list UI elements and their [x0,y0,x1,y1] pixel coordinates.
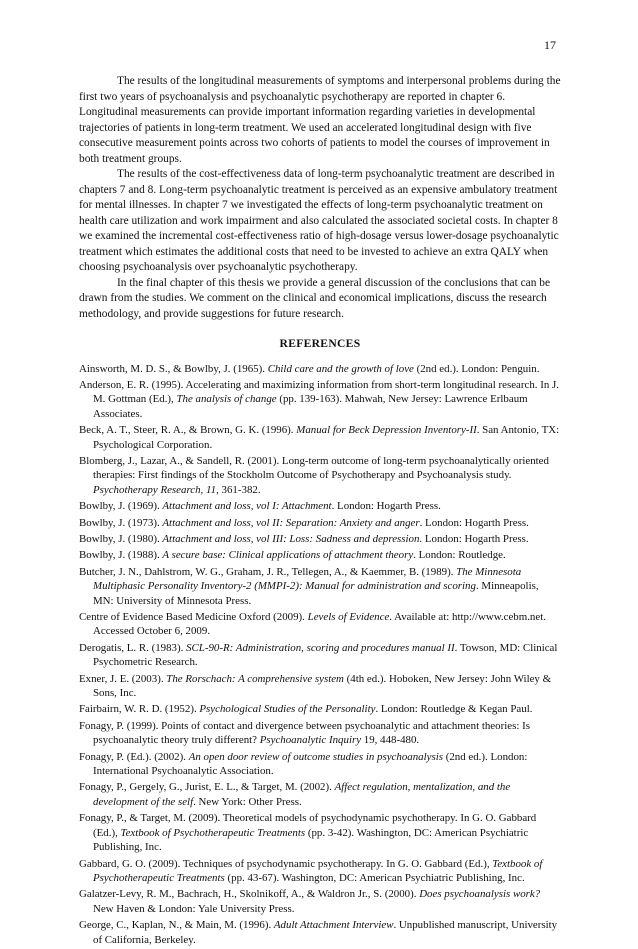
reference-entry: Galatzer-Levy, R. M., Bachrach, H., Skolnikoff, A., & Waldron Jr., S. (2000). Does psychoanalysis work? New Haven & London: Yale University Press. [79,888,541,915]
reference-entry: George, C., Kaplan, N., & Main, M. (1996). Adult Attachment Interview. Unpublished manuscript, University of California, Berkeley. [79,919,558,946]
reference-entry: Fonagy, P. (1999). Points of contact and divergence between psychoanalytic and attachment theories: Is psychoanalytic theory truly different? Psychoanalytic Inquiry 19, 448-480. [79,719,530,747]
reference-entry: Beck, A. T., Steer, R. A., & Brown, G. K. (1996). Manual for Beck Depression Inventory-II. San Antonio, TX: Psychological Corporation. [79,424,560,451]
page-number: 17 [544,38,556,52]
reference-entry: Fonagy, P. (Ed.). (2002). An open door review of outcome studies in psychoanalysis (2nd ed.). London: International Psychoanalytic Association. [79,750,528,778]
reference-entry: Blomberg, J., Lazar, A., & Sandell, R. (2001). Long-term outcome of long-term psychoanalytically oriented therapies: First findings of the Stockholm Outcome of Psychotherapy and Psychoanalysis study. Psychotherapy Research, 11, 361-382. [79,454,549,496]
reference-entry: Bowlby, J. (1969). Attachment and loss, vol I: Attachment. London: Hogarth Press. [79,500,441,513]
page-body [79,74,561,949]
reference-entry: Bowlby, J. (1988). A secure base: Clinical applications of attachment theory. London: Routledge. [79,549,506,562]
reference-entry: Centre of Evidence Based Medicine Oxford (2009). Levels of Evidence. Available at: http://www.cebm.net. Accessed October 6, 2009. [79,611,546,638]
paragraph: In the final chapter of this thesis we provide a general discussion of the conclusions that can be drawn from the studies. We comment on the clinical and economical implications, discuss the research methodology, and provide suggestions for future research. [79,276,551,320]
reference-entry: Bowlby, J. (1980). Attachment and loss, vol III: Loss: Sadness and depression. London: Hogarth Press. [79,532,529,545]
reference-entry: Exner, J. E. (2003). The Rorschach: A comprehensive system (4th ed.). Hoboken, New Jersey: John Wiley & Sons, Inc. [79,672,552,700]
paragraph: The results of the cost-effectiveness data of long-term psychoanalytic treatment are described in chapters 7 and 8. Long-term psychoanalytic treatment is perceived as an expensive ambulatory treatment for mental illnesses. In chapter 7 we investigated the effects of long-term psychoanalytic treatment on health care utilization and work impairment and also calculated the associated societal costs. In chapter 8 we examined the incremental cost-effectiveness ratio of high-dosage versus lower-dosage psychoanalytic treatment which estimates the additional costs that need to be invested to achieve an extra QALY when choosing psychoanalysis over psychoanalytic psychotherapy. [79,168,559,273]
reference-list [79,362,561,947]
reference-entry: Ainsworth, M. D. S., & Bowlby, J. (1965). Child care and the growth of love (2nd ed.). London: Penguin. [79,362,540,375]
reference-entry: Anderson, E. R. (1995). Accelerating and maximizing information from short-term longitudinal research. In J. M. Gottman (Ed.), The analysis of change (pp. 139-163). Mahwah, New Jersey: Lawrence Erlbaum Associates. [79,378,559,420]
reference-entry: Derogatis, L. R. (1983). SCL-90-R: Administration, scoring and procedures manual II. Towson, MD: Clinical Psychometric Research. [79,641,558,669]
reference-entry: Fairbairn, W. R. D. (1952). Psychological Studies of the Personality. London: Routledge & Kegan Paul. [79,703,533,716]
reference-entry: Fonagy, P., Gergely, G., Jurist, E. L., & Target, M. (2002). Affect regulation, mentalization, and the development of the self. New York: Other Press. [79,781,511,808]
reference-entry: Fonagy, P., & Target, M. (2009). Theoretical models of psychodynamic psychotherapy. In G. O. Gabbard (Ed.), Textbook of Psychotherapeutic Treatments (pp. 3-42). Washington, DC: American Psychiatric Publishing, Inc. [79,812,537,854]
reference-entry: Butcher, J. N., Dahlstrom, W. G., Graham, J. R., Tellegen, A., & Kaemmer, B. (1989). The Minnesota Multiphasic Personality Inventory-2 (MMPI-2): Manual for administration and scoring. Minneapolis, MN: University of Minnesota Press. [79,565,539,607]
paragraph: The results of the longitudinal measurements of symptoms and interpersonal problems during the first two years of psychoanalysis and psychoanalytic psychotherapy are reported in chapter 6. Longitudinal measurements can provide important information regarding varieties in developmental trajectories of patients in long-term treatment. We used an accelerated longitudinal design with five consecutive measurement points across two cohorts of patients to model the courses of improvement in both treatment groups. [79,75,561,165]
reference-entry: Bowlby, J. (1973). Attachment and loss, vol II: Separation: Anxiety and anger. London: Hogarth Press. [79,516,529,529]
references-heading: REFERENCES [279,337,361,350]
reference-entry: Gabbard, G. O. (2009). Techniques of psychodynamic psychotherapy. In G. O. Gabbard (Ed.), Textbook of Psychotherapeutic Treatments (pp. 43-67). Washington, DC: American Psychiatric Publishing, Inc. [79,857,543,884]
